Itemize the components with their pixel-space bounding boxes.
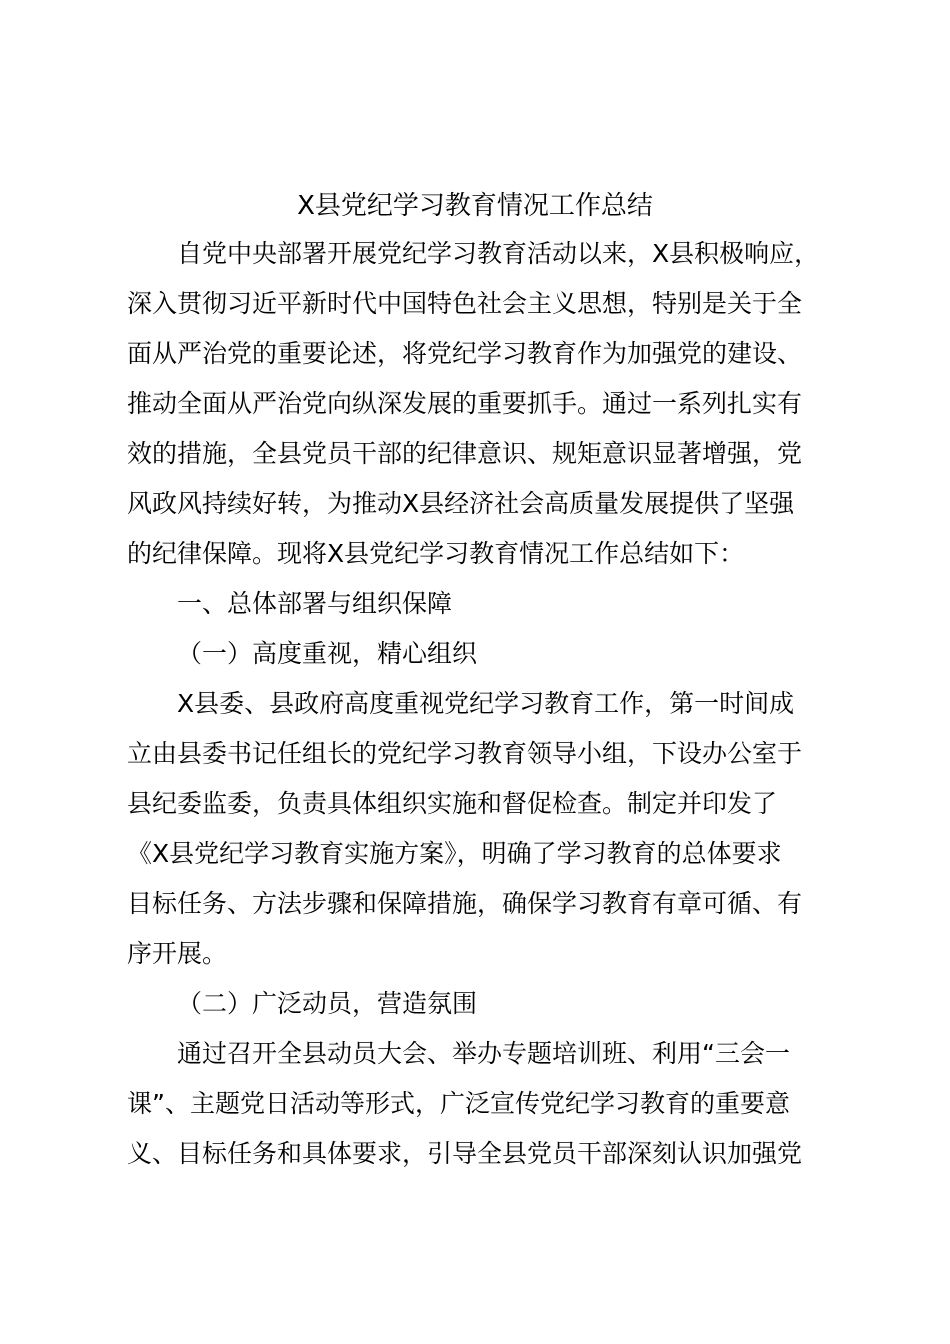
paragraph-line: 义、目标任务和具体要求，引导全县党员干部深刻认识加强党 bbox=[127, 1139, 803, 1168]
document-title: X县党纪学习教育情况工作总结 bbox=[297, 191, 653, 221]
paragraph-line: 立由县委书记任组长的党纪学习教育领导小组，下设办公室于 bbox=[127, 739, 803, 768]
paragraph-line: 的纪律保障。现将X县党纪学习教育情况工作总结如下： bbox=[127, 539, 745, 568]
paragraph-line: 风政风持续好转，为推动X县经济社会高质量发展提供了坚强 bbox=[127, 489, 795, 518]
paragraph-line: 目标任务、方法步骤和保障措施，确保学习教育有章可循、有 bbox=[127, 889, 803, 918]
paragraph-line: 效的措施，全县党员干部的纪律意识、规矩意识显著增强，党 bbox=[127, 439, 803, 468]
paragraph-line: X县委、县政府高度重视党纪学习教育工作，第一时间成 bbox=[177, 689, 795, 718]
section-heading: 一、总体部署与组织保障 bbox=[177, 589, 453, 618]
paragraph-line: 县纪委监委，负责具体组织实施和督促检查。制定并印发了 bbox=[127, 789, 778, 818]
paragraph-line: 自党中央部署开展党纪学习教育活动以来，X县积极响应， bbox=[177, 239, 820, 268]
paragraph-line: 推动全面从严治党向纵深发展的重要抓手。通过一系列扎实有 bbox=[127, 389, 803, 418]
paragraph-line: 通过召开全县动员大会、举办专题培训班、利用“三会一 bbox=[177, 1039, 790, 1068]
paragraph-line: 序开展。 bbox=[127, 939, 228, 968]
paragraph-line: 深入贯彻习近平新时代中国特色社会主义思想，特别是关于全 bbox=[127, 289, 803, 318]
subsection-heading: （一）高度重视，精心组织 bbox=[177, 639, 478, 668]
document-body bbox=[127, 229, 837, 1179]
paragraph-line: 面从严治党的重要论述，将党纪学习教育作为加强党的建设、 bbox=[127, 339, 803, 368]
paragraph-line: 课”、主题党日活动等形式，广泛宣传党纪学习教育的重要意 bbox=[127, 1089, 790, 1118]
subsection-heading: （二）广泛动员，营造氛围 bbox=[177, 989, 478, 1018]
paragraph-line: 《X县党纪学习教育实施方案》，明确了学习教育的总体要求 bbox=[127, 839, 782, 868]
